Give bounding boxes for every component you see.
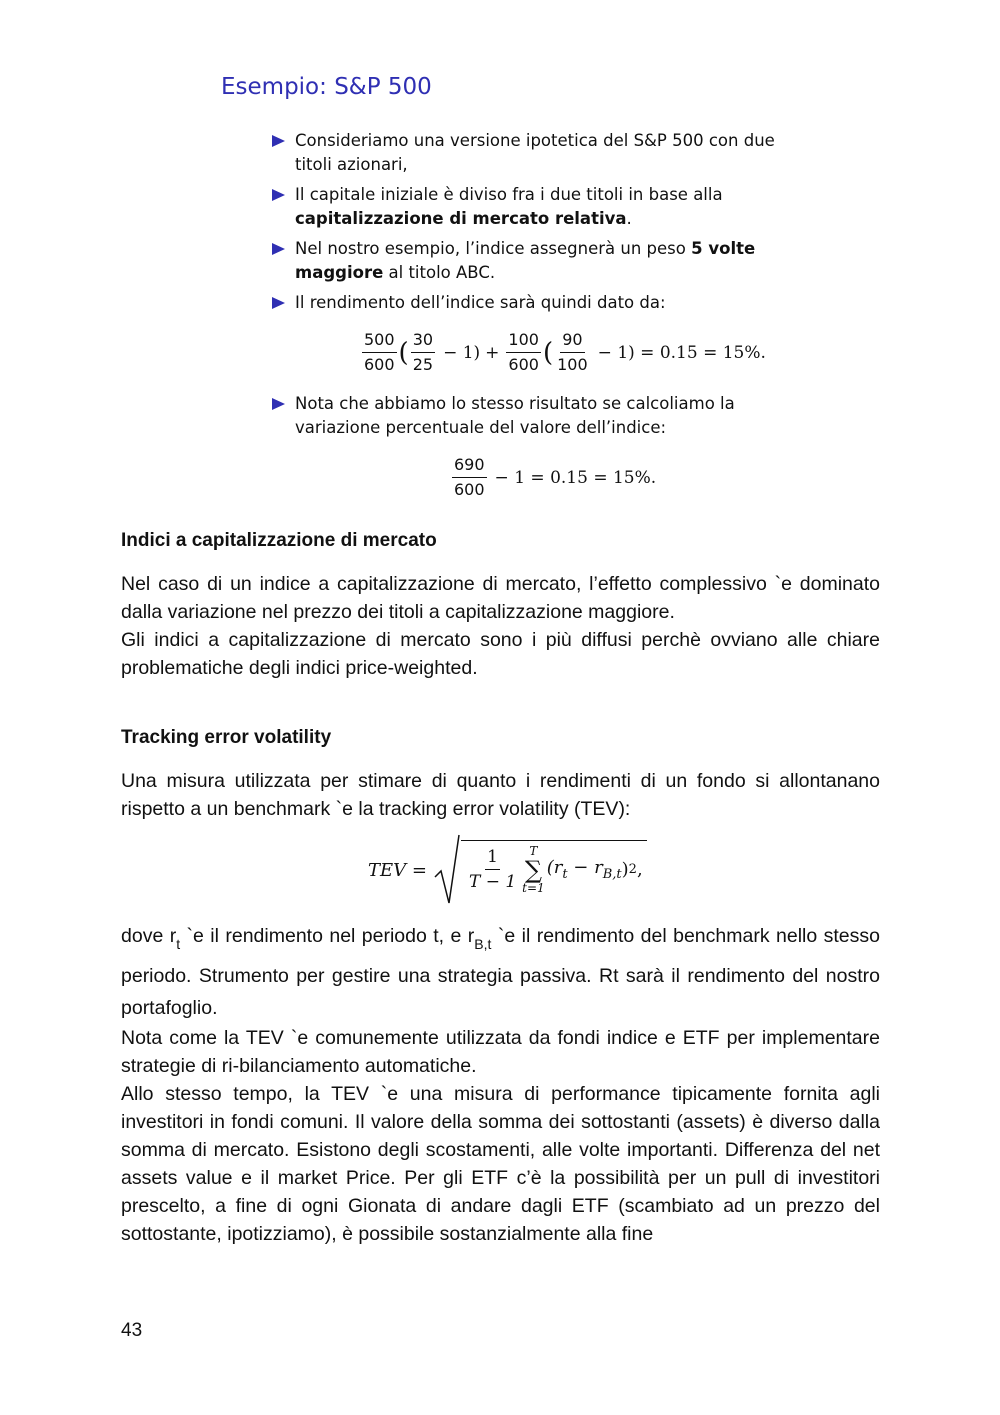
section-heading: Indici a capitalizzazione di mercato (121, 530, 437, 551)
fraction: $\frac{500}{600}$ (364, 330, 395, 374)
triangle-bullet-icon (272, 398, 285, 410)
formula-term: ($r_t - r_{B,t}$ (546, 857, 622, 882)
bullet-item (272, 237, 792, 285)
sigma-icon: ∑ (524, 855, 542, 884)
page-number: 43 (121, 1320, 143, 1341)
paragraph: Allo stesso tempo, la TEV `e una misura di performance tipicamente fornita agli investitori in fondi comuni. Il valore della somma dei sottostanti (assets) è diverso dalla somma di mercato. Esistono degli scostamenti, alle volte importanti. Differenza del net assets value e il market Price. Per gli ETF c’è la possibilità per un pull di investitori prescelto, a fine di ogni Gionata di andare dagli ETF (scambiato ad un prezzo del sottostante, ipotizziamo), è possibile sostanzialmente alla fine (121, 1083, 880, 1245)
paragraph: Una misura utilizzata per stimare di quanto i rendimenti di un fondo si allontanano rispetto a un benchmark `e la tracking error volatility (TEV): (121, 770, 880, 820)
equation-text: − 1) = 0.15 = 15%. (597, 342, 766, 363)
slide-title: Esempio: S&P 500 (221, 74, 432, 100)
triangle-bullet-icon (272, 135, 285, 147)
bullet-text: . (626, 209, 632, 228)
triangle-bullet-icon (272, 297, 285, 309)
bullet-bold-text: 5 volte maggiore (295, 239, 756, 282)
return-equation: $\frac{500}{600}$ ( $\frac{30}{25}$ − 1) + $\frac{100}{600}$ ( $\frac{90}{100}$ − 1) = 0.15 = 15%. (364, 330, 766, 374)
bullet-bold-text: capitalizzazione di mercato relativa (295, 209, 627, 228)
fraction: $\frac{100}{600}$ (508, 330, 539, 374)
paragraph: Nel caso di un indice a capitalizzazione di mercato, l’effetto complessivo `e dominato dalla variazione nel prezzo dei titoli a capitalizzazione maggiore. (121, 573, 880, 623)
paragraph: Nota come la TEV `e comunemente utilizzata da fondi indice e ETF per implementare strategie di ri-bilanciamento automatiche. (121, 1027, 880, 1077)
triangle-bullet-icon (272, 243, 285, 255)
bullet-text: Il rendimento dell’indice sarà quindi dato da: (295, 293, 666, 312)
tev-formula (368, 833, 647, 907)
bullet-text: Nel nostro esempio, l’indice assegnerà un peso (295, 239, 692, 258)
bullet-item (272, 392, 792, 440)
bullet-text: Nota che abbiamo lo stesso risultato se calcoliamo la variazione percentuale del valore dell’indice: (295, 394, 735, 437)
slide-bullet-list (272, 129, 792, 321)
bullet-text: Il capitale iniziale è diviso fra i due titoli in base alla (295, 185, 723, 204)
plus-sign: + (485, 342, 500, 363)
paragraph: dove $r_t$ `e il rendimento nel periodo t, e $r_{B,t}$ `e il rendimento del benchmark nello stesso periodo. Strumento per gestire una strategia passiva. Rt sarà il rendimento del nostro portafoglio. (121, 925, 880, 1019)
formula-lhs: TEV = (368, 859, 427, 881)
summation: T ∑ t=1 (522, 843, 545, 895)
bullet-item (272, 183, 792, 231)
slide-bullet-list (272, 392, 792, 446)
fraction: $\frac{690}{600}$ (454, 455, 485, 499)
bullet-item (272, 291, 792, 315)
fraction: $\frac{30}{25}$ (412, 330, 434, 374)
sqrt-icon (433, 833, 461, 907)
bullet-text: al titolo ABC. (383, 263, 496, 282)
fraction: $\frac{90}{100}$ (557, 330, 588, 374)
equation-text: − 1) (443, 342, 481, 363)
index-change-equation (450, 455, 656, 500)
fraction: $\frac{1}{T - 1}$ (468, 847, 517, 892)
sqrt-content: $\frac{1}{T - 1}$ T ∑ t=1 ($r_t - r_{B,t}$ ) 2 , (461, 840, 647, 899)
bullet-item (272, 129, 792, 177)
bullet-text: Consideriamo una versione ipotetica del S&P 500 con due titoli azionari, (295, 131, 775, 174)
triangle-bullet-icon (272, 189, 285, 201)
paragraph: Gli indici a capitalizzazione di mercato sono i più diffusi perchè ovviano alle chiare problematiche degli indici price-weighted. (121, 629, 880, 679)
equation-text: − 1 = 0.15 = 15%. (494, 467, 657, 488)
section-heading: Tracking error volatility (121, 727, 332, 748)
